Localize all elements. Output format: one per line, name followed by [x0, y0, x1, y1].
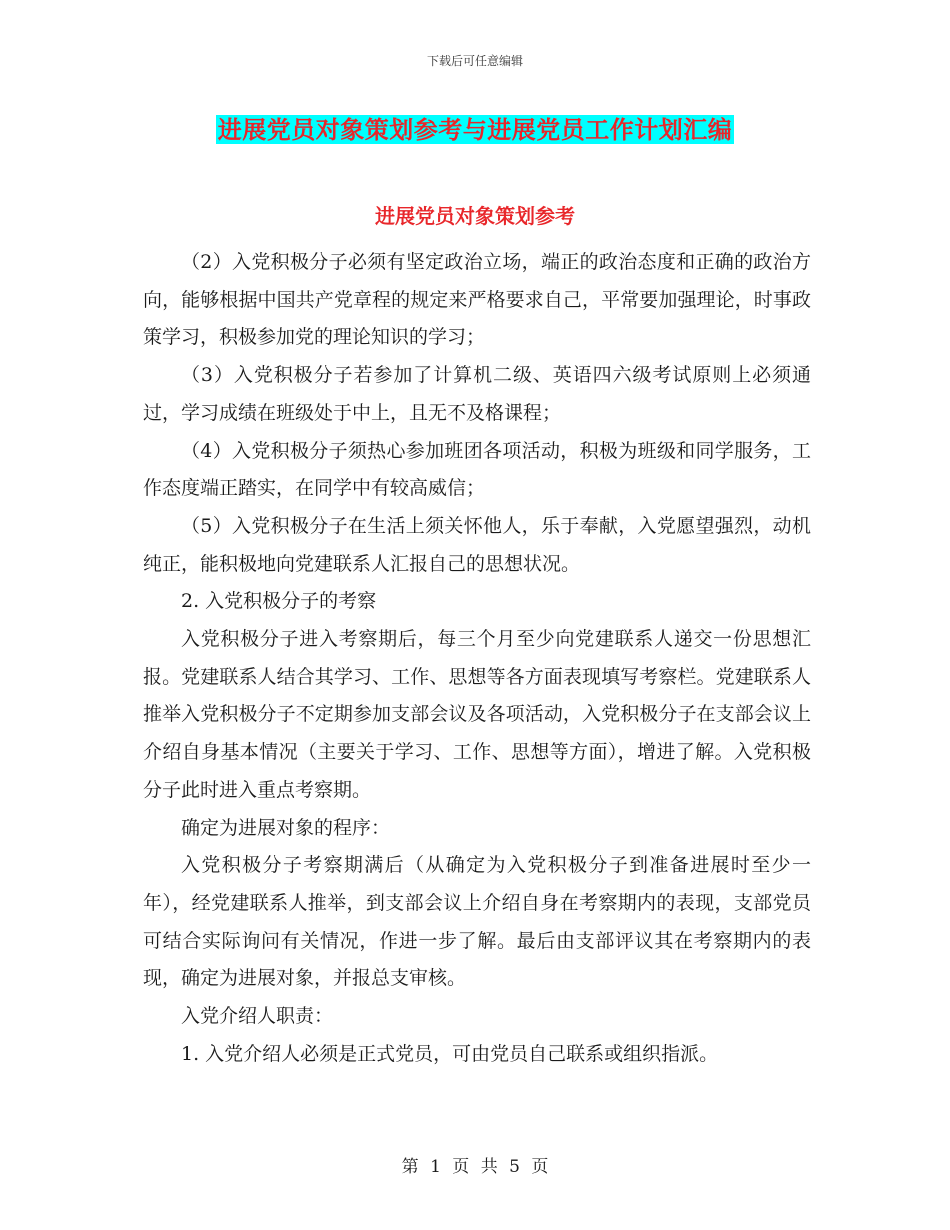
- paragraph-procedure: 入党积极分子考察期满后（从确定为入党积极分子到准备进展时至少一年），经党建联系人推举，到支部会议上介绍自身在考察期内的表现，支部党员可结合实际询问有关情况，作进一步了解。最后由支部评议其在考察期内的表现，确定为进展对象，并报总支审核。: [143, 854, 811, 990]
- paragraph-heading-sponsor-duties: 入党介绍人职责：: [181, 1005, 334, 1028]
- paragraph-heading-inspection: 2. 入党积极分子的考察: [181, 590, 377, 613]
- document-title: [0, 110, 950, 150]
- document-body: [143, 244, 811, 1073]
- page-footer-indicator: 第 1 页 共 5 页: [401, 1157, 549, 1177]
- paragraph-sponsor-duty-1: 1. 入党介绍人必须是正式党员，可由党员自己联系或组织指派。: [181, 1042, 719, 1065]
- paragraph-inspection: 入党积极分子进入考察期后，每三个月至少向党建联系人递交一份思想汇报。党建联系人结合其学习、工作、思想等各方面表现填写考察栏。党建联系人推举入党积极分子不定期参加支部会议及各项活动，入党积极分子在支部会议上介绍自身基本情况（主要关于学习、工作、思想等方面），增进了解。入党积极分子此时进入重点考察期。: [143, 628, 811, 801]
- section-title: 进展党员对象策划参考: [375, 204, 575, 228]
- paragraph-criteria-5: （5）入党积极分子在生活上须关怀他人，乐于奉献，入党愿望强烈，动机纯正，能积极地向党建联系人汇报自己的思想状况。: [143, 514, 811, 575]
- paragraph-criteria-3: （3）入党积极分子若参加了计算机二级、英语四六级考试原则上必须通过，学习成绩在班级处于中上，且无不及格课程；: [143, 364, 811, 424]
- paragraph-criteria-2: （2）入党积极分子必须有坚定政治立场，端正的政治态度和正确的政治方向，能够根据中国共产党章程的规定来严格要求自己，平常要加强理论，时事政策学习，积极参加党的理论知识的学习；: [143, 251, 811, 349]
- page-header-note: 下载后可任意编辑: [426, 54, 523, 68]
- paragraph-heading-procedure: 确定为进展对象的程序：: [181, 816, 391, 839]
- document-title-text: 进展党员对象策划参考与进展党员工作计划汇编: [217, 115, 733, 144]
- paragraph-criteria-4: （4）入党积极分子须热心参加班团各项活动，积极为班级和同学服务，工作态度端正踏实，在同学中有较高威信；: [143, 439, 811, 500]
